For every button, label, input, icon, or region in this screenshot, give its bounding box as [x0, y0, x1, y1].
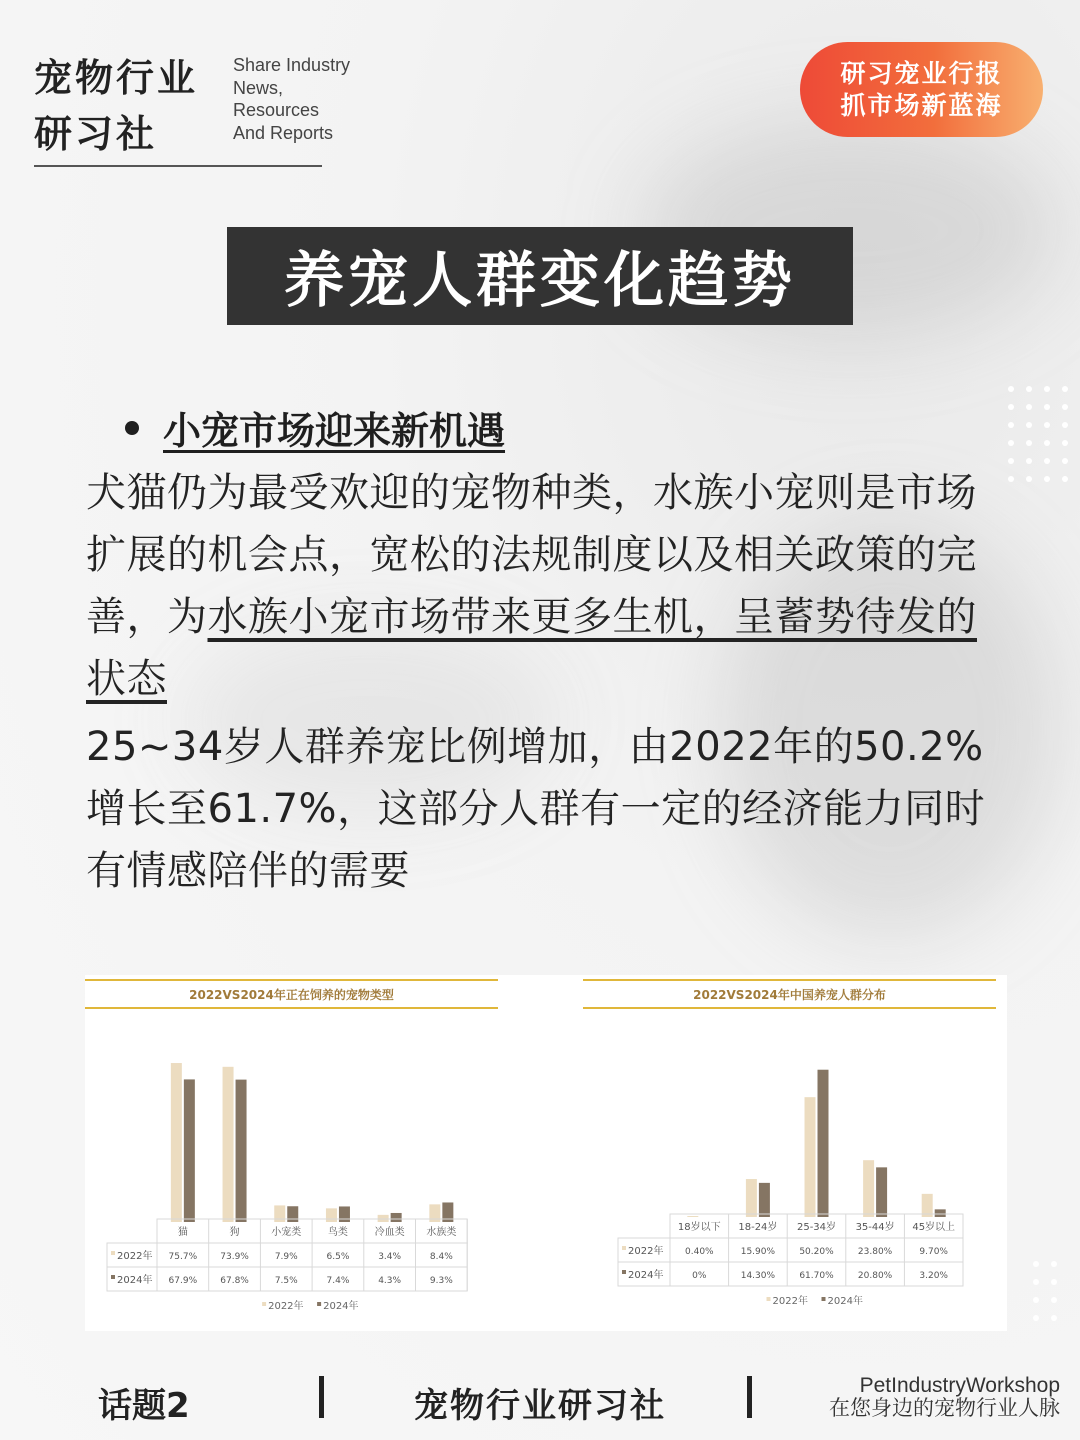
section-heading: 小宠市场迎来新机遇 [125, 400, 505, 455]
bar-2022 [274, 1205, 285, 1222]
data-label: 6.5% [326, 1252, 350, 1262]
category-label: 水族类 [426, 1227, 457, 1238]
category-label: 18岁以下 [677, 1222, 721, 1233]
bar-2022 [223, 1067, 234, 1222]
footer-separator [319, 1376, 324, 1418]
bar-2024 [759, 1183, 770, 1217]
series-swatch [111, 1275, 115, 1279]
footer-signature: PetIndustryWorkshop 在您身边的宠物行业人脉 [829, 1374, 1060, 1420]
bar-2022 [378, 1215, 389, 1222]
data-label: 50.20% [799, 1247, 834, 1257]
bar-2022 [746, 1179, 757, 1217]
charts-svg [85, 975, 1007, 1331]
legend-swatch [767, 1297, 771, 1301]
chart-title: 2022VS2024年中国养宠人群分布 [693, 988, 886, 1002]
charts-panel [85, 975, 1007, 1331]
data-label: 75.7% [168, 1252, 198, 1262]
legend-swatch [822, 1297, 826, 1301]
divider [34, 165, 322, 167]
data-label: 0.40% [685, 1247, 714, 1257]
series-row-label: 2022年 [117, 1251, 153, 1262]
bar-2022 [687, 1216, 698, 1217]
paragraph-pet-types: 犬猫仍为最受欢迎的宠物种类，水族小宠则是市场扩展的机会点，宽松的法规制度以及相关政策的完善，为水族小宠市场带来更多生机，呈蓄势待发的状态 [86, 470, 977, 702]
legend-label: 2024年 [827, 1296, 863, 1307]
data-label: 7.4% [326, 1276, 350, 1286]
data-label: 3.20% [919, 1271, 948, 1281]
data-label: 0% [692, 1271, 707, 1281]
data-label: 15.90% [740, 1247, 776, 1257]
category-label: 45岁以上 [912, 1222, 956, 1233]
bar-2024 [339, 1206, 350, 1222]
series-row-label: 2024年 [628, 1270, 664, 1281]
legend-label: 2024年 [323, 1301, 359, 1312]
data-label: 3.4% [378, 1252, 402, 1262]
category-label: 冷血类 [374, 1227, 405, 1238]
series-row-label: 2022年 [628, 1246, 664, 1257]
series-swatch [622, 1270, 626, 1274]
data-label: 8.4% [429, 1252, 453, 1262]
bar-2024 [184, 1079, 195, 1222]
bar-2024 [935, 1209, 946, 1217]
bar-2024 [287, 1206, 298, 1222]
footer-separator [747, 1376, 752, 1418]
category-label: 狗 [229, 1227, 240, 1238]
legend-label: 2022年 [772, 1296, 808, 1307]
legend-label: 2022年 [268, 1301, 304, 1312]
data-label: 4.3% [378, 1276, 402, 1286]
category-label: 18-24岁 [738, 1222, 778, 1233]
legend-swatch [262, 1302, 266, 1306]
data-label: 9.3% [429, 1276, 453, 1286]
bar-2022 [805, 1097, 816, 1217]
bar-2024 [876, 1167, 887, 1217]
topic-label: 话题2 [98, 1386, 190, 1426]
category-label: 小宠类 [271, 1227, 302, 1238]
brand-tagline: Share Industry News, Resources And Reports [233, 55, 351, 143]
data-label: 23.80% [857, 1247, 893, 1257]
slogan-badge: 研习宠业行报 抓市场新蓝海 [800, 42, 1043, 137]
bar-2024 [236, 1080, 247, 1222]
series-swatch [622, 1246, 626, 1250]
data-label: 7.9% [274, 1252, 298, 1262]
chart-title: 2022VS2024年正在饲养的宠物类型 [189, 988, 394, 1002]
bar-2022 [171, 1063, 182, 1222]
data-label: 67.9% [168, 1276, 198, 1286]
footer-brand: 宠物行业研习社 [414, 1386, 666, 1426]
legend-swatch [317, 1302, 321, 1306]
page-title: 养宠人群变化趋势 [227, 227, 853, 325]
data-label: 67.8% [220, 1276, 249, 1286]
bar-2024 [391, 1213, 402, 1222]
bar-2024 [818, 1070, 829, 1217]
bullet-icon [125, 421, 139, 435]
data-label: 73.9% [220, 1252, 249, 1262]
category-label: 25-34岁 [796, 1222, 837, 1233]
brand-name: 宠物行业 研习社 [34, 56, 199, 156]
category-label: 鸟类 [327, 1227, 348, 1238]
data-label: 7.5% [274, 1276, 298, 1286]
dot-grid-decoration [1027, 1255, 1063, 1327]
footer [0, 1360, 1080, 1440]
series-row-label: 2024年 [117, 1275, 153, 1286]
category-label: 35-44岁 [855, 1222, 895, 1233]
dot-grid-decoration [1002, 380, 1074, 488]
series-swatch [111, 1251, 115, 1255]
data-label: 20.80% [857, 1271, 893, 1281]
data-label: 14.30% [740, 1271, 776, 1281]
data-label: 9.70% [919, 1247, 948, 1257]
category-label: 猫 [177, 1227, 188, 1238]
data-label: 61.70% [799, 1271, 834, 1281]
bar-2022 [863, 1160, 874, 1217]
bar-2022 [326, 1208, 337, 1222]
paragraph-age-group: 25~34岁人群养宠比例增加，由2022年的50.2%增长至61.7%，这部分人群有一定的经济能力同时有情感陪伴的需要 [86, 724, 986, 894]
